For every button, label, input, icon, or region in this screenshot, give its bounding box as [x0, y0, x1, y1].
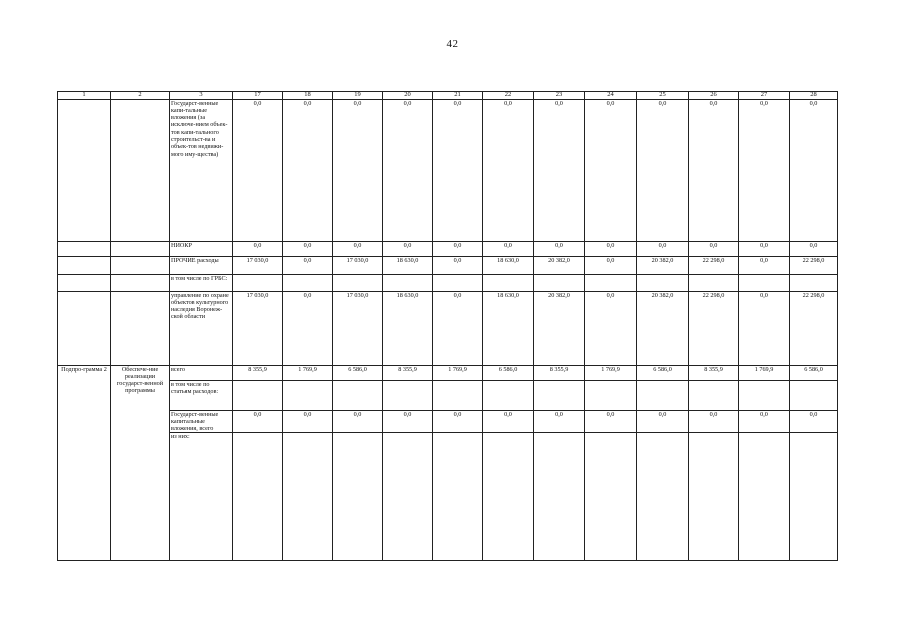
value-cell: 0,0 — [333, 99, 383, 241]
value-cell: 8 355,9 — [534, 365, 585, 380]
header-cell: 21 — [433, 92, 483, 100]
value-cell: 0,0 — [383, 241, 433, 256]
value-cell: 0,0 — [283, 410, 333, 433]
value-cell — [534, 433, 585, 561]
value-cell: 0,0 — [739, 99, 790, 241]
value-cell: 6 586,0 — [333, 365, 383, 380]
header-row — [58, 92, 838, 100]
value-cell: 0,0 — [433, 291, 483, 365]
table-row — [58, 380, 838, 410]
empty-cell — [111, 274, 170, 291]
header-cell: 19 — [333, 92, 383, 100]
value-cell: 0,0 — [333, 241, 383, 256]
value-cell — [534, 380, 585, 410]
value-cell — [637, 274, 689, 291]
value-cell: 0,0 — [534, 99, 585, 241]
value-cell — [689, 274, 739, 291]
value-cell: 0,0 — [433, 241, 483, 256]
value-cell: 8 355,9 — [689, 365, 739, 380]
value-cell: 0,0 — [283, 99, 333, 241]
value-cell: 0,0 — [433, 256, 483, 274]
value-cell — [739, 274, 790, 291]
header-cell: 1 — [58, 92, 111, 100]
value-cell: 22 298,0 — [790, 256, 838, 274]
value-cell — [433, 433, 483, 561]
value-cell: 0,0 — [283, 241, 333, 256]
value-cell — [689, 433, 739, 561]
header-cell: 28 — [790, 92, 838, 100]
value-cell — [283, 433, 333, 561]
row-label: в том числе по ГРБС: — [170, 274, 233, 291]
header-cell: 27 — [739, 92, 790, 100]
value-cell: 0,0 — [483, 241, 534, 256]
value-cell — [585, 274, 637, 291]
empty-cell — [58, 241, 111, 256]
empty-cell — [58, 291, 111, 365]
value-cell: 18 630,0 — [483, 256, 534, 274]
value-cell: 8 355,9 — [383, 365, 433, 380]
value-cell: 0,0 — [739, 291, 790, 365]
subprogram-title: Обеспече-ние реализации государст-венной программы — [111, 365, 170, 561]
value-cell: 17 030,0 — [233, 256, 283, 274]
value-cell: 20 382,0 — [637, 256, 689, 274]
table-row — [58, 241, 838, 256]
value-cell: 0,0 — [637, 99, 689, 241]
value-cell: 6 586,0 — [637, 365, 689, 380]
table-row — [58, 433, 838, 561]
value-cell — [383, 274, 433, 291]
value-cell — [333, 274, 383, 291]
value-cell: 0,0 — [689, 99, 739, 241]
row-label: НИОКР — [170, 241, 233, 256]
value-cell: 18 630,0 — [383, 256, 433, 274]
value-cell — [739, 380, 790, 410]
header-cell: 26 — [689, 92, 739, 100]
header-cell: 3 — [170, 92, 233, 100]
value-cell: 0,0 — [383, 99, 433, 241]
value-cell: 20 382,0 — [637, 291, 689, 365]
value-cell: 0,0 — [333, 410, 383, 433]
value-cell: 0,0 — [233, 241, 283, 256]
row-label: ПРОЧИЕ расходы — [170, 256, 233, 274]
value-cell — [383, 433, 433, 561]
value-cell: 17 030,0 — [233, 291, 283, 365]
value-cell: 22 298,0 — [689, 291, 739, 365]
value-cell: 0,0 — [433, 99, 483, 241]
value-cell: 0,0 — [233, 99, 283, 241]
empty-cell — [111, 99, 170, 241]
value-cell — [333, 380, 383, 410]
value-cell — [483, 380, 534, 410]
value-cell: 0,0 — [585, 256, 637, 274]
value-cell — [333, 433, 383, 561]
value-cell: 22 298,0 — [689, 256, 739, 274]
value-cell: 0,0 — [739, 256, 790, 274]
value-cell — [233, 380, 283, 410]
value-cell — [739, 433, 790, 561]
value-cell: 1 769,9 — [283, 365, 333, 380]
value-cell: 0,0 — [433, 410, 483, 433]
value-cell: 0,0 — [534, 410, 585, 433]
value-cell: 0,0 — [585, 410, 637, 433]
header-cell: 25 — [637, 92, 689, 100]
value-cell: 1 769,9 — [433, 365, 483, 380]
value-cell — [433, 380, 483, 410]
value-cell: 0,0 — [637, 410, 689, 433]
table-row — [58, 274, 838, 291]
value-cell: 0,0 — [739, 241, 790, 256]
header-cell: 22 — [483, 92, 534, 100]
value-cell: 1 769,9 — [585, 365, 637, 380]
empty-cell — [58, 256, 111, 274]
table-row — [58, 365, 838, 380]
value-cell — [790, 380, 838, 410]
header-cell: 17 — [233, 92, 283, 100]
value-cell: 6 586,0 — [790, 365, 838, 380]
value-cell: 0,0 — [233, 410, 283, 433]
value-cell: 17 030,0 — [333, 256, 383, 274]
value-cell — [585, 433, 637, 561]
value-cell: 0,0 — [483, 410, 534, 433]
empty-cell — [111, 256, 170, 274]
value-cell: 1 769,9 — [739, 365, 790, 380]
value-cell — [689, 380, 739, 410]
value-cell — [637, 433, 689, 561]
empty-cell — [58, 274, 111, 291]
value-cell: 0,0 — [534, 241, 585, 256]
value-cell — [383, 380, 433, 410]
value-cell: 6 586,0 — [483, 365, 534, 380]
subprogram-name: Подпро-грамма 2 — [58, 365, 111, 561]
value-cell: 0,0 — [689, 410, 739, 433]
value-cell: 0,0 — [637, 241, 689, 256]
header-cell: 20 — [383, 92, 433, 100]
empty-cell — [111, 291, 170, 365]
value-cell — [283, 380, 333, 410]
table-row — [58, 291, 838, 365]
value-cell: 0,0 — [689, 241, 739, 256]
value-cell — [790, 433, 838, 561]
value-cell: 0,0 — [383, 410, 433, 433]
table-row — [58, 99, 838, 241]
value-cell: 0,0 — [585, 291, 637, 365]
row-label: всего — [170, 365, 233, 380]
value-cell: 17 030,0 — [333, 291, 383, 365]
value-cell — [585, 380, 637, 410]
table-row — [58, 256, 838, 274]
value-cell: 20 382,0 — [534, 256, 585, 274]
page-number: 42 — [446, 38, 459, 50]
value-cell — [790, 274, 838, 291]
empty-cell — [111, 241, 170, 256]
header-cell: 24 — [585, 92, 637, 100]
value-cell — [233, 433, 283, 561]
value-cell: 0,0 — [585, 99, 637, 241]
value-cell: 0,0 — [283, 291, 333, 365]
value-cell: 8 355,9 — [233, 365, 283, 380]
table-body — [58, 92, 838, 561]
value-cell: 0,0 — [483, 99, 534, 241]
value-cell — [483, 433, 534, 561]
row-label: Государст-венные капитальные вложения, всего — [170, 410, 233, 433]
table-row — [58, 410, 838, 433]
value-cell — [283, 274, 333, 291]
value-cell: 22 298,0 — [790, 291, 838, 365]
header-cell: 18 — [283, 92, 333, 100]
value-cell — [534, 274, 585, 291]
value-cell — [483, 274, 534, 291]
row-label: Государст-венные капи-тальные вложения (за исключе-нием объек-тов капи-тального строительст-ва и объек-тов недвижи-мого иму-щества) — [170, 99, 233, 241]
budget-table — [57, 91, 838, 561]
value-cell: 18 630,0 — [483, 291, 534, 365]
value-cell: 0,0 — [739, 410, 790, 433]
value-cell: 0,0 — [283, 256, 333, 274]
value-cell: 0,0 — [790, 410, 838, 433]
value-cell — [637, 380, 689, 410]
value-cell: 18 630,0 — [383, 291, 433, 365]
row-label: из них: — [170, 433, 233, 561]
value-cell — [233, 274, 283, 291]
row-label: управление по охране объектов культурного наследия Воронеж-ской области — [170, 291, 233, 365]
value-cell: 0,0 — [790, 99, 838, 241]
value-cell: 0,0 — [585, 241, 637, 256]
row-label: в том числе по статьям расходов: — [170, 380, 233, 410]
header-cell: 23 — [534, 92, 585, 100]
empty-cell — [58, 99, 111, 241]
value-cell: 20 382,0 — [534, 291, 585, 365]
value-cell: 0,0 — [790, 241, 838, 256]
header-cell: 2 — [111, 92, 170, 100]
value-cell — [433, 274, 483, 291]
